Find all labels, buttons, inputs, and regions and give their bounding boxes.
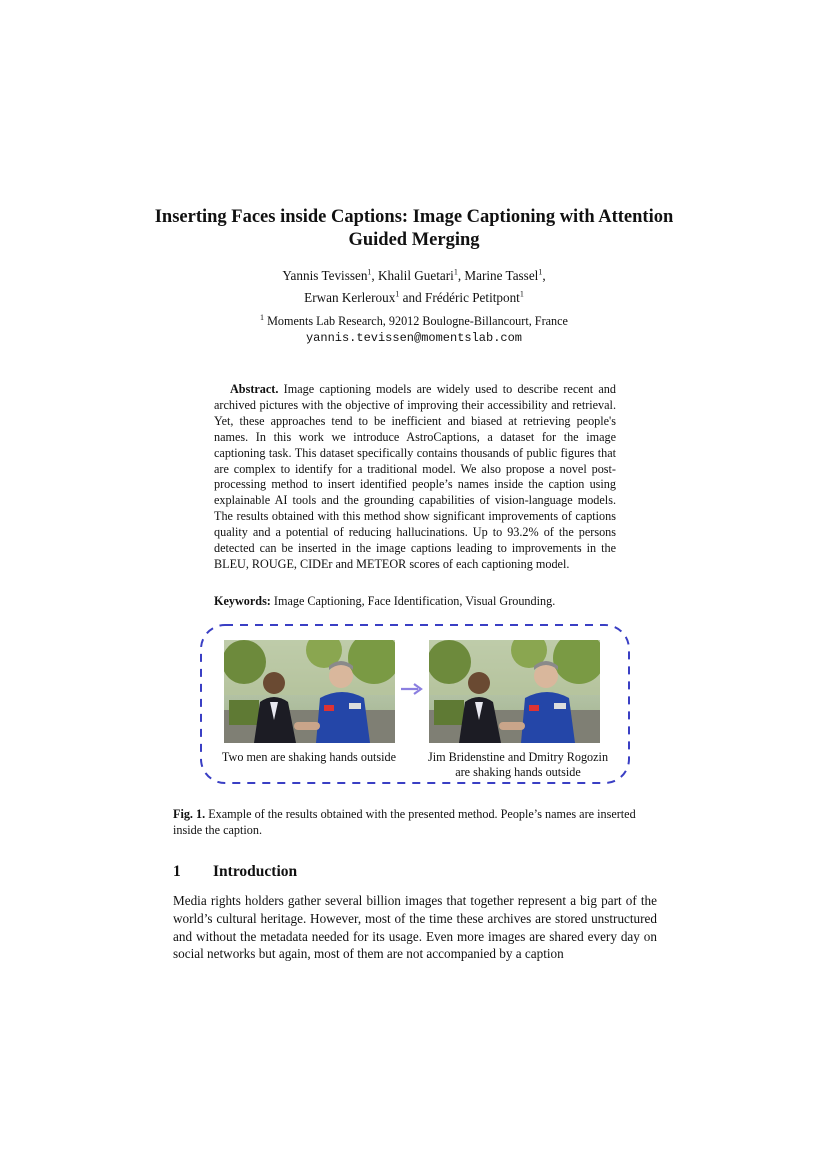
author-list bbox=[150, 264, 678, 307]
section-heading bbox=[173, 863, 297, 881]
author-email[interactable]: yannis.tevissen@momentslab.com bbox=[305, 331, 523, 346]
figure-caption-text: Example of the results obtained with the presented method. People’s names are inserted inside the caption. bbox=[173, 807, 636, 837]
figure-label: Fig. 1. bbox=[173, 807, 206, 821]
figure-caption-after: Jim Bridenstine and Dmitry Rogozin are shaking hands outside bbox=[427, 750, 609, 779]
section-number: 1 bbox=[173, 863, 181, 880]
arrow-right-icon bbox=[400, 682, 424, 696]
abstract-label: Abstract. bbox=[230, 382, 279, 396]
figure-photo-before bbox=[224, 640, 395, 743]
figure-caption-before: Two men are shaking hands outside bbox=[221, 750, 397, 764]
figure-photo-after bbox=[429, 640, 600, 743]
paper-title: Inserting Faces inside Captions: Image Captioning with Attention Guided Merging bbox=[154, 207, 674, 250]
author: Marine Tassel$^1$, bbox=[464, 268, 546, 284]
keywords-text: Image Captioning, Face Identification, Visual Grounding. bbox=[270, 594, 556, 608]
author: Khalil Guetari$^1$, bbox=[378, 268, 465, 284]
abstract bbox=[214, 382, 616, 573]
figure-caption bbox=[173, 806, 657, 838]
author: Yannis Tevissen$^1$, bbox=[282, 268, 379, 284]
affiliation: $^1$ Moments Lab Research, 92012 Boulogne-Billancourt, France yannis.tevissen@momentslab.com bbox=[260, 313, 568, 346]
abstract-text: Image captioning models are widely used to describe recent and archived pictures with the objective of improving their accessibility and retrieval. Yet, these approaches tend to be inefficient and biased at retrieving people's names. In this work we introduce AstroCaptions, a dataset for the image captioning task. This dataset specifically contains thousands of public figures that are complex to identify for a traditional model. We also propose a novel post-processing method to insert identified people’s names inside the caption using explainable AI tools and the grounding capabilities of vision-language models. The results obtained with this method show significant improvements of captions quality and a potential of reducing hallucinations. Up to 93.2% of the persons detected can be inserted in the image captions leading to improvements in the BLEU, ROUGE, CIDEr and METEOR scores of each captioning model. bbox=[214, 382, 616, 571]
section-title: Introduction bbox=[213, 863, 298, 880]
keywords bbox=[214, 593, 616, 609]
keywords-label: Keywords: bbox=[214, 594, 271, 608]
author: Erwan Kerleroux$^1$ and bbox=[304, 289, 425, 305]
intro-paragraph: Media rights holders gather several billion images that together represent a big part of the world’s cultural heritage. However, most of the time these archives are stored unstructured and without the metadata needed for its usage. Even more images are shared every day on social networks but again, most of them are not accompanied by a caption bbox=[173, 893, 657, 962]
author: Frédéric Petitpont$^1$ bbox=[424, 289, 524, 305]
